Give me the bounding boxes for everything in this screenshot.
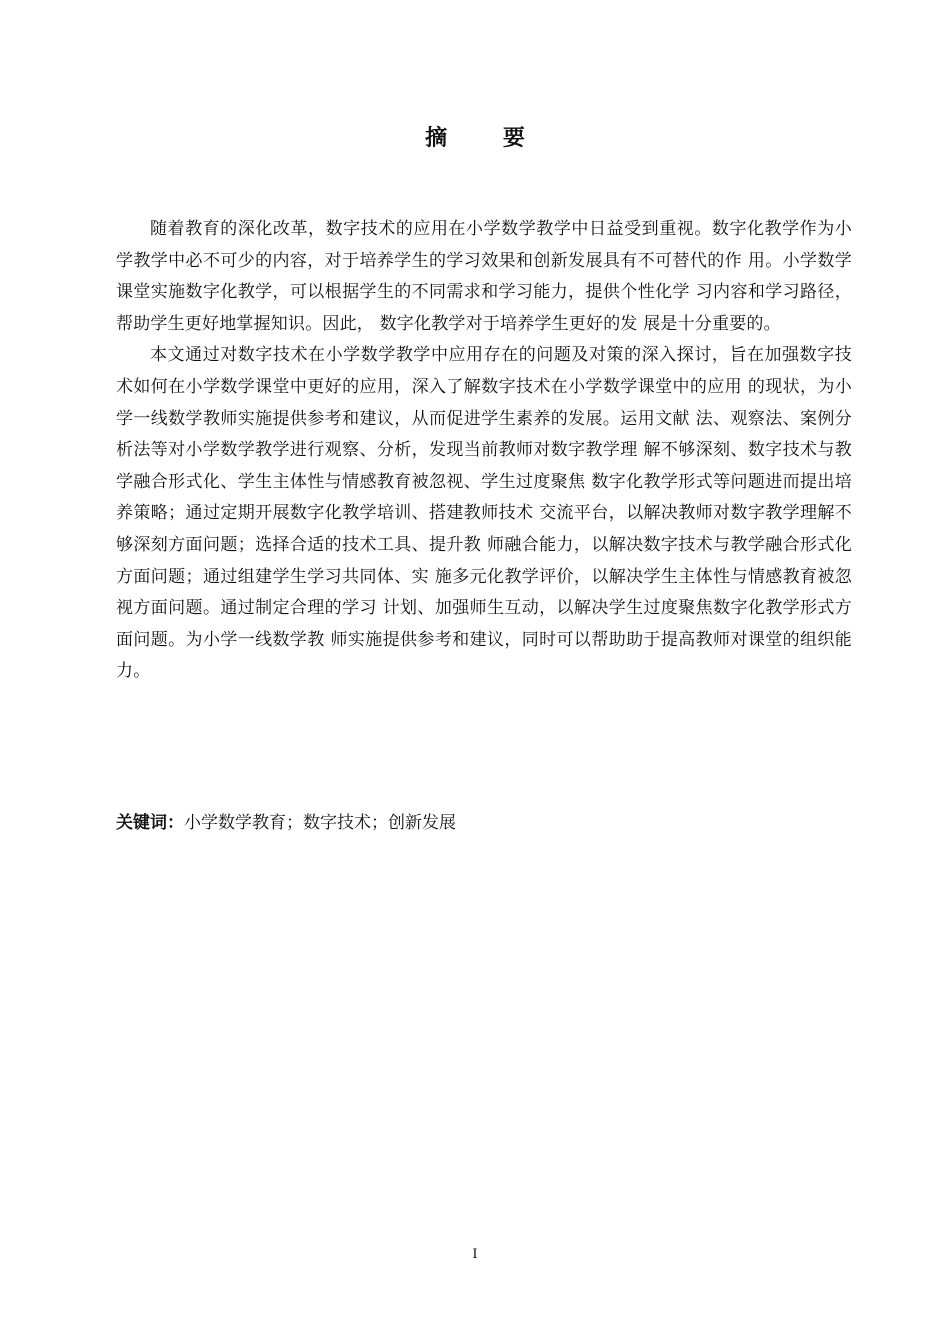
keywords-text: 小学数学教育；数字技术；创新发展 [184,813,456,833]
page-number: I [472,1247,478,1262]
abstract-title: 摘 要 [425,126,549,151]
abstract-paragraph-1: 随着教育的深化改革，数字技术的应用在小学数学教学中日益受到重视。数字化教学作为小学教学中必不可少的内容，对于培养学生的学习效果和创新发展具有不可替代的作 用。小学数学课堂实施数字化教学，可以根据学生的不同需求和学习能力，提供个性化学 习内容和学习路径，帮助学生更好地掌握知识。因此， 数字化教学对于培养学生更好的发 展是十分重要的。 [116,219,852,334]
keywords-line [116,808,852,839]
abstract-body [116,214,852,688]
abstract-paragraph-2: 本文通过对数字技术在小学数学教学中应用存在的问题及对策的深入探讨，旨在加强数字技术如何在小学数学课堂中更好的应用，深入了解数字技术在小学数学课堂中的应用 的现状，为小学一线数学教师实施提供参考和建议，从而促进学生素养的发展。运用文献 法、观察法、案例分析法等对小学数学教学进行观察、分析，发现当前教师对数字教学理 解不够深刻、数字技术与教学融合形式化、学生主体性与情感教育被忽视、学生过度聚焦 数字化教学形式等问题进而提出培养策略；通过定期开展数字化教学培训、搭建教师技术 交流平台，以解决教师对数字教学理解不够深刻方面问题；选择合适的技术工具、提升教 师融合能力，以解决数字技术与教学融合形式化方面问题；通过组建学生学习共同体、实 施多元化教学评价，以解决学生主体性与情感教育被忽视方面问题。通过制定合理的学习 计划、加强师生互动，以解决学生过度聚焦数字化教学形式方面问题。为小学一线数学教 师实施提供参考和建议，同时可以帮助助于提高教师对课堂的组织能力。 [116,345,852,682]
keywords-label: 关键词： [116,813,184,833]
